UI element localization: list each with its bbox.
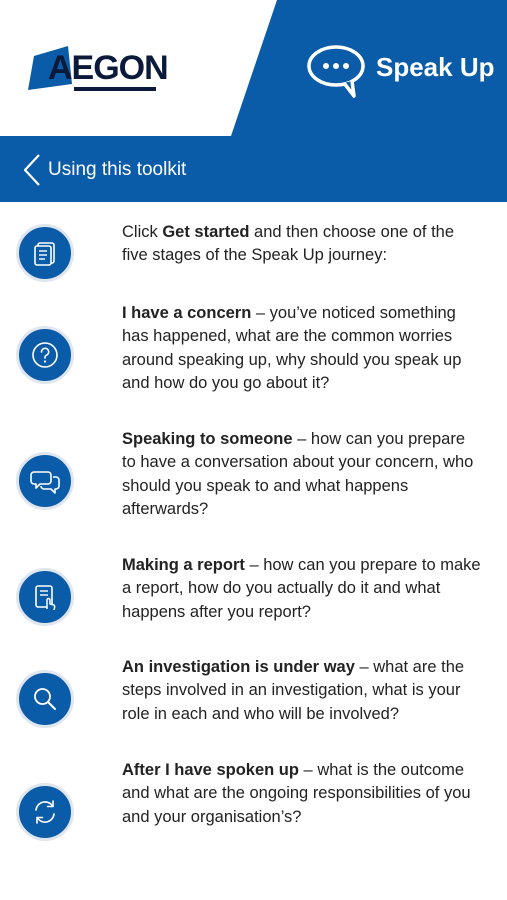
document-icon (30, 238, 60, 268)
stage-title: After I have spoken up (122, 761, 299, 779)
back-label: Using this toolkit (48, 159, 187, 180)
stage-desc: – what are the steps involved in an investigation, what is your role in each and who will be involved? (122, 658, 465, 723)
stage-icon-circle (16, 452, 74, 510)
back-button[interactable] (22, 148, 186, 192)
logo-underline (74, 87, 156, 91)
stage-title: An investigation is under way (122, 658, 355, 676)
stage-desc: – what is the outcome and what are the ongoing responsibilities of you and your organisation’s? (122, 761, 471, 826)
stage-text (122, 428, 482, 521)
app-title: Speak Up (376, 52, 495, 82)
chevron-left-icon (22, 153, 42, 187)
speech-bubble-icon (306, 44, 366, 98)
magnifier-icon (30, 684, 60, 714)
aegon-logo (28, 44, 168, 92)
refresh-icon (30, 797, 60, 827)
report-icon (30, 582, 60, 612)
stage-icon-circle (16, 783, 74, 841)
stage-text (122, 759, 482, 829)
stage-desc: – how can you prepare to make a report, how do you actually do it and what happens after you report? (122, 556, 481, 621)
stage-icon-circle (16, 568, 74, 626)
stage-text (122, 656, 482, 726)
intro-text (122, 221, 482, 268)
intro-rest: and then choose one of the five stages of the Speak Up journey: (122, 223, 455, 265)
intro-icon-circle (16, 224, 74, 282)
stage-desc: – you’ve noticed something has happened, what are the common worries around speaking up, why should you speak up and how do you go about it? (122, 304, 462, 392)
stage-icon-circle (16, 326, 74, 384)
logo-text: AEGON (48, 49, 168, 87)
stage-icon-circle (16, 670, 74, 728)
question-icon (30, 340, 60, 370)
stage-text (122, 554, 482, 624)
stage-title: Speaking to someone (122, 430, 293, 448)
app-header (0, 0, 507, 136)
stage-text (122, 302, 482, 395)
chat-bubbles-icon (29, 466, 61, 496)
intro-prefix: Click (122, 223, 163, 241)
stage-desc: – how can you prepare to have a conversation about your concern, who should you speak to and what happens afterwards? (122, 430, 474, 518)
get-started-emphasis: Get started (162, 223, 250, 241)
stage-title: I have a concern (122, 304, 252, 322)
stage-title: Making a report (122, 556, 245, 574)
